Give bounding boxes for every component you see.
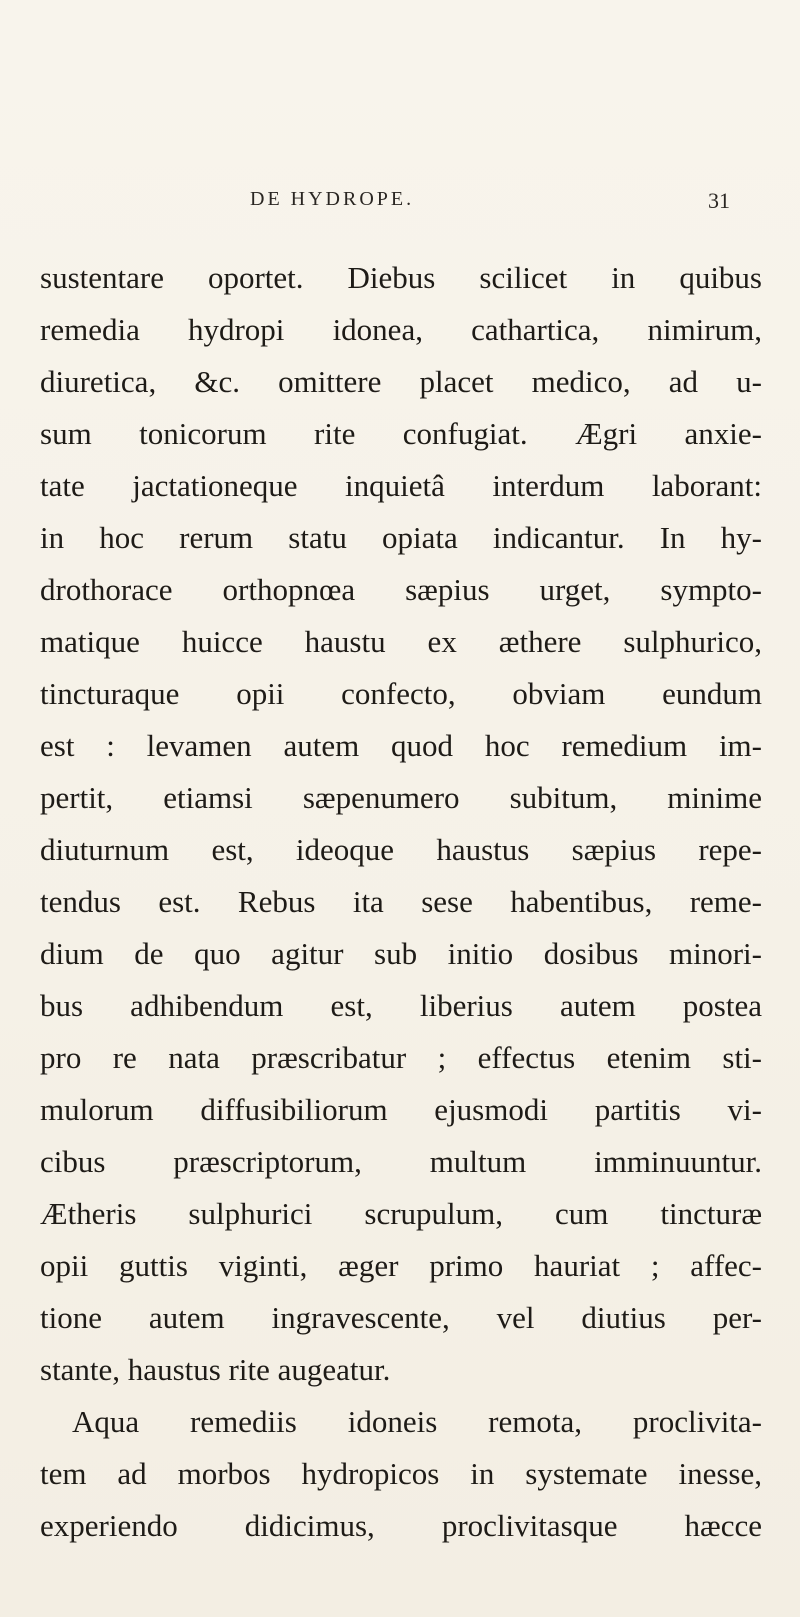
text-line: tem ad morbos hydropicos in systemate inesse, xyxy=(40,1456,762,1491)
text-line: matique huicce haustu ex æthere sulphurico, xyxy=(40,624,762,659)
text-line: tendus est. Rebus ita sese habentibus, reme- xyxy=(40,884,762,919)
text-line: experiendo didicimus, proclivitasque hæcce xyxy=(40,1508,762,1543)
text-line: Aqua remediis idoneis remota, proclivita- xyxy=(72,1404,762,1439)
text-line: bus adhibendum est, liberius autem postea xyxy=(40,988,762,1023)
text-line: in hoc rerum statu opiata indicantur. In hy- xyxy=(40,520,762,555)
text-line: stante, haustus rite augeatur. xyxy=(40,1352,391,1387)
text-line: remedia hydropi idonea, cathartica, nimirum, xyxy=(40,312,762,347)
text-line: sum tonicorum rite confugiat. Ægri anxie- xyxy=(40,416,762,451)
text-line: dium de quo agitur sub initio dosibus minori- xyxy=(40,936,762,971)
text-line: tione autem ingravescente, vel diutius per- xyxy=(40,1300,762,1335)
text-line: est : levamen autem quod hoc remedium im- xyxy=(40,728,762,763)
page-number: 31 xyxy=(708,188,730,213)
text-line: diuretica, &c. omittere placet medico, ad u- xyxy=(40,364,762,399)
text-line: pertit, etiamsi sæpenumero subitum, minime xyxy=(40,780,762,815)
text-line: Ætheris sulphurici scrupulum, cum tincturæ xyxy=(40,1196,762,1231)
running-head xyxy=(0,188,800,228)
text-line: pro re nata præscribatur ; effectus etenim sti- xyxy=(40,1040,762,1075)
running-title: DE HYDROPE. xyxy=(250,188,415,210)
text-line: tincturaque opii confecto, obviam eundum xyxy=(40,676,762,711)
text-line: mulorum diffusibiliorum ejusmodi partitis vi- xyxy=(40,1092,762,1127)
text-line: diuturnum est, ideoque haustus sæpius repe- xyxy=(40,832,762,867)
text-line: tate jactationeque inquietâ interdum laborant: xyxy=(40,468,762,503)
text-line: opii guttis viginti, æger primo hauriat ; affec- xyxy=(40,1248,762,1283)
text-line: drothorace orthopnœa sæpius urget, sympto- xyxy=(40,572,762,607)
text-line: sustentare oportet. Diebus scilicet in quibus xyxy=(40,260,762,295)
text-line: cibus præscriptorum, multum imminuuntur. xyxy=(40,1144,762,1179)
